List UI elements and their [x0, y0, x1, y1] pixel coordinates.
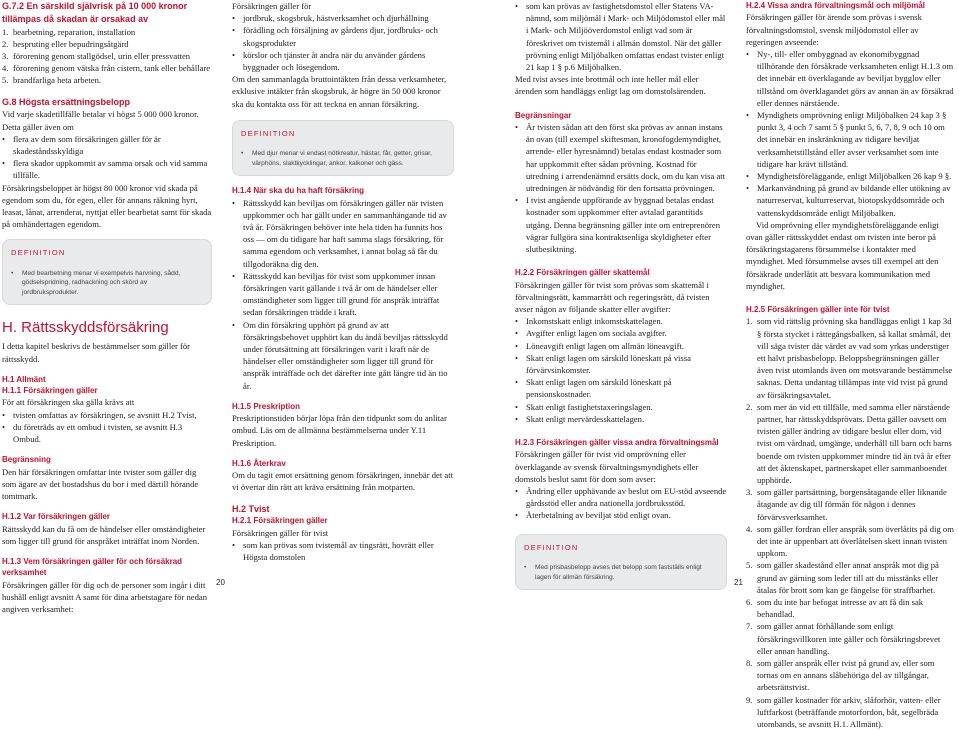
list-item: • Skatt enligt lagen om särskild löneskatt på pensionskostnader. [515, 376, 727, 400]
list-item: • som kan prövas av fastighetsdomstol eller Statens VA-nämnd, som miljömål i Mark- och Miljödomstol eller mål i Mark- och Miljööverdomstol enligt vad som är föreskrivet om tvistemål i allmän domstol. När det gäller prövning enligt Miljöbalken omfattas endast tvister enligt 21 kap 1 § p.6 Miljöbalken. [515, 0, 727, 73]
list-item: • Avgifter enligt lagen om sociala avgifter. [515, 327, 727, 339]
list-item: • Rättsskydd kan beviljas för tvist som uppkommer innan försäkringen varit gällande i två år om de händelser eller omständigheter som ligger till grund för anspråk inträffat sedan försäkringen trädde i kraft. [232, 270, 454, 319]
bullet-list [746, 48, 956, 219]
column-3 [515, 0, 727, 599]
list-item: • Inkomstskatt enligt inkomstskattelagen. [515, 315, 727, 327]
paragraph: I detta kapitel beskrivs de bestämmelser som gäller för rättsskydd. [2, 341, 191, 364]
definition-title: DEFINITION [241, 128, 296, 138]
list-item: • Myndighets omprövning enligt Miljöbalken 24 kap 3 § punkt 3, 4 och 7 samt 5 § punkt 5, 6, 7, 8, 9 och 10 om det innebär en inskränkning av tidigare beviljat verksamhetstillstånd eller avser verksamhet som inte tidigare har krävt tillstånd. [746, 109, 956, 170]
list-item: 1. som vid rättslig prövning ska handläggas enligt 1 kap 3d § första stycket i rättegångsbalken, så kallat småmål, det vill säga tvister där värdet av vad som yrkas understiger ett halvt prisbasbelopp. Beloppsbegränsningen gäller även tvist utomlands även om motsvarande bestämmelse saknas. Detta undantag tillämpas inte vid tvist på grund av försäkringsavtalet. [746, 316, 953, 400]
list-item: 4. som gäller fordran eller anspråk som överlåtits på dig om det inte är uppenbart att överlåtelsen skett innan tvisten uppkom. [746, 523, 954, 559]
numbered-list [746, 315, 956, 730]
list-item: • körslor och tjänster åt andra när du använder gårdens byggnader och lösegendom. [232, 49, 454, 73]
list-item: • flera skador uppkommit av samma orsak och vid samma tillfälle. [2, 157, 212, 181]
section-heading-h16: H.1.6 Återkrav [232, 458, 286, 468]
list-item: • Markanvändning på grund av bildande eller utökning av naturreservat, kulturreservat, biotopskyddsområde och vattenskyddsområde enligt Miljöbalken. [746, 182, 956, 219]
definition-box [232, 120, 454, 176]
list-item: • jordbruk, skogsbruk, hästverksamhet och djurhållning [232, 12, 454, 24]
bullet-list [232, 197, 454, 392]
section-heading-g72: G.7.2 En särskild självrisk på 10 000 kronor tillämpas då skadan är orsakad av [2, 1, 188, 24]
paragraph: Preskriptionstiden börjar löpa från den tidpunkt som du anlitar ombud. Läs om de allmänna bestämmelserna under Y.11 Preskription. [232, 413, 447, 448]
bullet-list [2, 133, 212, 182]
paragraph: Vid varje skadetillfälle betalar vi högst 5 000 000 kronor. [2, 109, 199, 120]
list-item: 5. brandfarliga heta arbeten. [2, 75, 102, 86]
chapter-heading-h: H. Rättsskyddsförsäkring [2, 319, 169, 337]
bullet-list [232, 12, 454, 73]
list-item: • Skatt enligt mervärdesskattelagen. [515, 413, 727, 425]
bullet-list [515, 121, 727, 255]
bullet-list [515, 0, 727, 73]
list-item: • Rättsskydd kan beviljas om försäkringen gäller när tvisten uppkommer och har gällt under en sammanhängande tid av två år. Försäkringen behöver inte hela tiden ha funnits hos oss — om du tidigare har haft samma slags försäkring, för samma egendom och verksamhet, i annat bolag så får du tillgodoräkna dig den. [232, 197, 454, 270]
paragraph: Försäkringsbeloppet är högst 80 000 kronor vid skada på egendom som du, för egen, eller för annans räkning hyrt, leasat, lånat, arrenderat, nyttjat eller bearbetat samt för skada på omhändertagen egendom. [2, 182, 212, 230]
column-2 [232, 0, 454, 563]
bullet-list [515, 315, 727, 425]
page-number-right: 21 [734, 578, 743, 587]
list-item: 5. som gäller skadestånd eller annat anspråk mot dig på grund av gärning som leder till att du misstänks eller åtalas för brott som kan ge fängelse för straffbarhet. [746, 560, 939, 595]
paragraph: Den här försäkringen omfattar inte tvister som gäller dig som ägare av det bostadshus du bor i med därtill hörande tomtmark. [2, 466, 199, 502]
section-heading-g8: G.8 Högsta ersättningsbelopp [2, 96, 131, 107]
section-heading-h22: H.2.2 Försäkringen gäller skattemål [515, 268, 650, 278]
paragraph: Vid omprövning eller myndighetsföreläggande enligt ovan gäller rättsskyddet endast om tvisten inte beror på försäkringstagarens försummelse i kontakter med myndighet. Med försummelse avses till exempel att den försäkrade underlåtit att besvara kommunikation med myndighet. [746, 219, 939, 291]
paragraph: Försäkringen gäller för [232, 1, 312, 11]
paragraph: För att försäkringen ska gälla krävs att [2, 397, 135, 408]
paragraph: Försäkringen gäller för dig och de personer som ingår i ditt hushåll enligt avsnitt A samt för dina arbetstagare för nedan angiven verksamhet: [2, 579, 207, 615]
list-item: • som kan prövas som tvistemål av tingsrätt, hovrätt eller Högsta domstolen [232, 539, 454, 563]
paragraph: Försäkringen gäller för ärende som prövas i svensk förvaltningsdomstol, svensk miljödomstol eller av regeringen avseende: [746, 12, 922, 47]
list-item: • Ändring eller upphävande av beslut om EU-stöd avseende gårdsstöd eller andra nationella jordbruksstöd. [515, 485, 727, 509]
section-heading-h1: H.1 Allmänt [2, 374, 46, 384]
list-item: 9. som gäller kostnader för arkiv, slåforhör, vatten- eller luftfarkost (beträffande motorfordon, båt, segelbräda utombands, se avsnitt H.1. Allmänt). [746, 694, 941, 730]
list-top [2, 26, 212, 87]
subheading-begransning: Begränsning [2, 455, 51, 465]
paragraph: Med tvist avses inte brottmål och inte heller mål eller ärenden som handläggs enligt lag om domstolsärenden. [515, 74, 706, 97]
section-heading-h25: H.2.5 Försäkringen gäller inte för tvist [746, 305, 890, 315]
section-heading-h21: H.2.1 Försäkringen gäller [232, 516, 328, 526]
list-item: • Om din försäkring upphört på grund av att försäkringsbehovet upphört kan du ändå beviljas rättsskydd under förutsättning att försäkringen varit i kraft när de händelser eller omständigheter som ligger till grund för anspråk inträffade och det därefter inte gått längre tid än tio år. [232, 319, 454, 392]
definition-box [2, 239, 212, 305]
bullet-list [515, 485, 727, 522]
definition-title: DEFINITION [11, 248, 66, 258]
definition-item: • Med bearbetning menar vi exempelvis harvning, sådd, gödselspridning, radhackning och skörd av jordbruksprodukter. [11, 269, 203, 297]
definition-title: DEFINITION [524, 542, 579, 552]
section-heading-h12: H.1.2 Var försäkringen gäller [2, 512, 111, 522]
subheading-begransningar: Begränsningar [515, 110, 572, 120]
section-heading-h24: H.2.4 Vissa andra förvaltningsmål och miljömål [746, 1, 926, 10]
list-item: • förädling och försäljning av gårdens djur, jordbruks- och skogsprodukter [232, 24, 454, 48]
list-item: • Löneavgift enligt lagen om allmän löneavgift. [515, 340, 727, 352]
list-item: 8. som gäller anspråk eller tvist på grund av, eller som tornas om en annans slåbehöriga del av tillgångar, arbetsrättstvist. [746, 658, 935, 693]
column-1 [2, 0, 212, 615]
section-heading-h15: H.1.5 Preskription [232, 401, 301, 411]
list-item: 6. som du inte har befogat intresse av att få din sak behandlad. [746, 597, 924, 620]
bullet-list [232, 539, 454, 563]
list-item: • I tvist angående uppförande av byggnad betalas endast kostnader som uppkommer efter avtalad garantitids utgång. Denna begränsning gäller inte om entreprenören vägrar fullgöra sina kontraktsenliga skyldigheter efter slutbesiktning. [515, 194, 727, 255]
list-item: 2. bespruting eller bepudringsåtgärd [2, 38, 129, 49]
section-heading-h11: H.1.1 Försäkringen gäller [2, 386, 98, 396]
list-item: 1. bearbetning, reparation, installation [2, 26, 136, 37]
list-item: 7. som gäller annat förhållande som enligt försäkringsvillkoren inte gäller och försäkringsbrevet eller annan handling. [746, 621, 941, 656]
list-item: • Återbetalning av beviljat stöd enligt ovan. [515, 509, 727, 521]
section-heading-h2: H.2 Tvist [232, 503, 270, 514]
definition-box [515, 534, 727, 590]
paragraph: Om den sammanlagda bruttointäkten från dessa verksamheter, exklusive intäkter från skogsbruk, är högre än 50 000 kronor ska du kontakta oss för att teckna en annan försäkring. [232, 74, 447, 109]
paragraph: Försäkringen gäller för tvist [232, 527, 329, 538]
list-item: 3. förorening genom stallgödsel, urin eller pressvatten [2, 50, 191, 61]
list-item: • Är tvisten sådan att den först ska prövas av annan instans än ovan (till exempel skiftesman, kronofogdemyndighet, arrende- eller hyresnämnd) betalas endast kostnader som har uppkommit efter sådan prövning. Kostnad för utredning i arrendenämnd ersätts dock, om du kan visa att utredningen är nödvändig för den fortsatta prövningen. [515, 121, 727, 194]
column-4 [746, 0, 956, 730]
page-number-left: 20 [216, 578, 225, 587]
list-item: • tvisten omfattas av försäkringen, se avsnitt H.2 Tvist, [2, 409, 212, 421]
definition-item: • Med prisbasbelopp avses det belopp som fastställs enligt lagen för allmän försäkring. [524, 563, 718, 582]
list-item: • Skatt enligt lagen om särskild löneskatt på vissa förvärvsinkomster. [515, 352, 727, 376]
paragraph: Detta gäller även om [2, 121, 74, 132]
list-item: 2. som mer än vid ett tillfälle, med samma eller närstående partner, har rättsskyddsprövats. Detta gäller oavsett om tvisten gäller ändring av tidigare beslut eller dom, vid tvist om vårdnad, umgänge, underhåll till barn och barns boende om tvisten uppkommer mindre tid än två år efter att det åktenskapet, partnerskapet eller sammanboendet upphörde. [746, 401, 952, 486]
list-item: • Ny-, till- eller ombyggnad av ekonomibyggnad tillhörande den försäkrade verksamheten enligt H.1.3 om det innebär ett överklagande av beviljat bygglov eller tillstånd om överklagandet görs av annan än av försäkrad eller dennes närstående. [746, 48, 956, 109]
list-item: • du företräds av ett ombud i tvisten, se avsnitt H.3 Ombud. [2, 421, 212, 445]
list-item: 4. förorening genom vätska från cistern, tank eller behållare [2, 63, 211, 74]
definition-item: • Med djur menar vi endast nötkreatur, hästar, får, getter, grisar, värphöns, slaktkycklingar, ankor, kalkoner och gäss. [241, 149, 445, 168]
paragraph: Rättsskydd kan du få om de händelser eller omständigheter som ligger till grund för anspråket inträffat inom Norden. [2, 523, 206, 546]
section-heading-h23: H.2.3 Försäkringen gäller vissa andra förvaltningsmål [515, 438, 719, 448]
list-item: 3. som gäller partsättning, borgensåtagande eller liknande åtagande av dig till förmån för någon i dennes förvärvsverksamhet. [746, 487, 947, 522]
list-item: • Skatt enligt fastighetstaxeringslagen. [515, 401, 727, 413]
list-item: • flera av dem som försäkringen gäller för är skadeståndsskyldiga [2, 133, 212, 157]
paragraph: Försäkringen gäller för tvist vid omprövning eller överklagande av svensk förvaltningsmyndighets eller domstols beslut samt för dom som avser: [515, 449, 699, 484]
bullet-list [2, 409, 212, 446]
section-heading-h13: H.1.3 Vem försäkringen gäller för och försäkrad verksamhet [2, 557, 183, 578]
section-heading-h14: H.1.4 När ska du ha haft försäkring [232, 186, 365, 196]
paragraph: Försäkringen gäller för tvist som prövas som skattemål i förvaltningsrätt, kammarrätt och regeringsrätt, då tvisten avser någon av följande skatter eller avgifter: [515, 279, 710, 314]
list-item: • Myndighetsföreläggande, enligt Miljöbalken 26 kap 9 §. [746, 170, 956, 182]
paragraph: Om du tagit emot ersättning genom försäkringen, innebär det att vi övertar din rätt att kräva ersättning från motparten. [232, 470, 453, 493]
